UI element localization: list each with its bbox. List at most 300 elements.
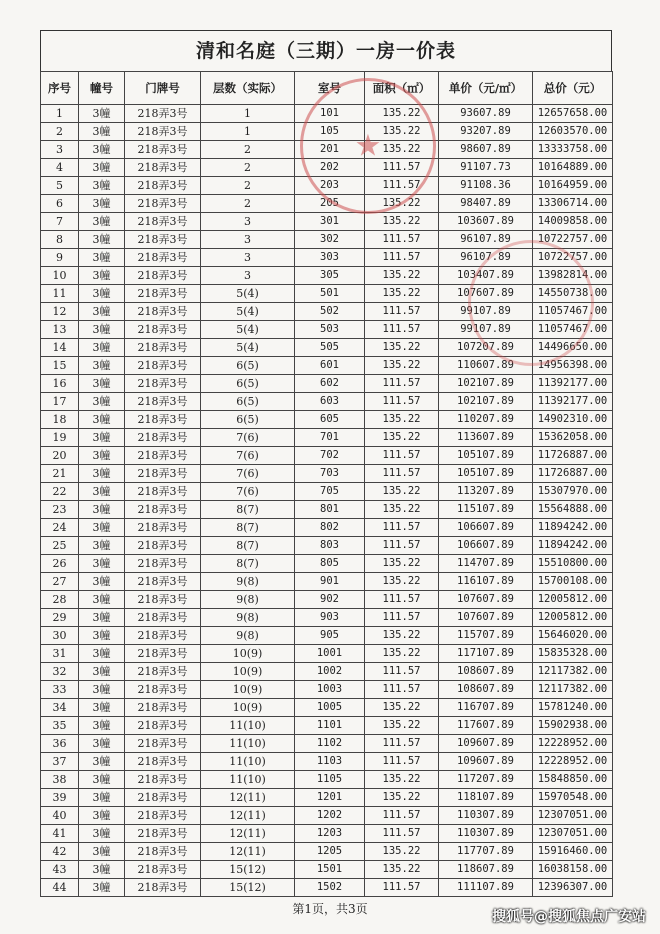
- cell-total-price: 10164889.00: [533, 159, 613, 177]
- cell-total-price: 15362058.00: [533, 429, 613, 447]
- table-row: [41, 663, 613, 681]
- cell-unit-price: 108607.89: [439, 663, 533, 681]
- cell-building: 3幢: [79, 789, 125, 807]
- cell-floor: 11(10): [201, 753, 295, 771]
- cell-area: 135.22: [365, 789, 439, 807]
- cell-index: 37: [41, 753, 79, 771]
- cell-door-number: 218弄3号: [125, 303, 201, 321]
- price-table: [40, 71, 613, 897]
- cell-door-number: 218弄3号: [125, 195, 201, 213]
- cell-total-price: 15970548.00: [533, 789, 613, 807]
- cell-index: 12: [41, 303, 79, 321]
- table-row: [41, 537, 613, 555]
- table-row: [41, 807, 613, 825]
- header-building: 幢号: [79, 72, 125, 105]
- table-row: [41, 627, 613, 645]
- cell-room: 501: [295, 285, 365, 303]
- cell-door-number: 218弄3号: [125, 105, 201, 123]
- header-unit-price: 单价（元/㎡）: [439, 72, 533, 105]
- cell-building: 3幢: [79, 141, 125, 159]
- table-row: [41, 429, 613, 447]
- cell-area: 135.22: [365, 699, 439, 717]
- cell-total-price: 15700108.00: [533, 573, 613, 591]
- cell-total-price: 14956398.00: [533, 357, 613, 375]
- table-row: [41, 609, 613, 627]
- cell-room: 305: [295, 267, 365, 285]
- cell-total-price: 15835328.00: [533, 645, 613, 663]
- cell-total-price: 12307051.00: [533, 807, 613, 825]
- cell-room: 605: [295, 411, 365, 429]
- cell-building: 3幢: [79, 177, 125, 195]
- cell-area: 111.57: [365, 609, 439, 627]
- cell-unit-price: 102107.89: [439, 375, 533, 393]
- table-row: [41, 465, 613, 483]
- cell-area: 111.57: [365, 681, 439, 699]
- cell-index: 36: [41, 735, 79, 753]
- table-row: [41, 339, 613, 357]
- cell-total-price: 11726887.00: [533, 447, 613, 465]
- cell-total-price: 10164959.00: [533, 177, 613, 195]
- cell-floor: 11(10): [201, 735, 295, 753]
- cell-building: 3幢: [79, 663, 125, 681]
- cell-building: 3幢: [79, 681, 125, 699]
- cell-index: 32: [41, 663, 79, 681]
- cell-index: 26: [41, 555, 79, 573]
- cell-room: 1101: [295, 717, 365, 735]
- cell-total-price: 12117382.00: [533, 681, 613, 699]
- cell-unit-price: 105107.89: [439, 447, 533, 465]
- cell-area: 135.22: [365, 339, 439, 357]
- cell-floor: 9(8): [201, 627, 295, 645]
- cell-building: 3幢: [79, 411, 125, 429]
- cell-door-number: 218弄3号: [125, 861, 201, 879]
- cell-area: 111.57: [365, 465, 439, 483]
- cell-index: 7: [41, 213, 79, 231]
- cell-room: 1001: [295, 645, 365, 663]
- page-footer: 第1页，共3页: [292, 902, 368, 916]
- cell-room: 302: [295, 231, 365, 249]
- cell-door-number: 218弄3号: [125, 339, 201, 357]
- cell-door-number: 218弄3号: [125, 285, 201, 303]
- cell-building: 3幢: [79, 573, 125, 591]
- cell-door-number: 218弄3号: [125, 411, 201, 429]
- cell-index: 42: [41, 843, 79, 861]
- cell-door-number: 218弄3号: [125, 357, 201, 375]
- cell-area: 111.57: [365, 393, 439, 411]
- cell-index: 28: [41, 591, 79, 609]
- cell-total-price: 15646020.00: [533, 627, 613, 645]
- cell-room: 701: [295, 429, 365, 447]
- cell-building: 3幢: [79, 339, 125, 357]
- cell-building: 3幢: [79, 159, 125, 177]
- cell-room: 902: [295, 591, 365, 609]
- cell-floor: 12(11): [201, 843, 295, 861]
- cell-floor: 11(10): [201, 717, 295, 735]
- cell-unit-price: 118607.89: [439, 861, 533, 879]
- cell-door-number: 218弄3号: [125, 717, 201, 735]
- table-header-row: [41, 72, 613, 105]
- cell-floor: 15(12): [201, 861, 295, 879]
- cell-room: 1105: [295, 771, 365, 789]
- table-row: [41, 411, 613, 429]
- cell-index: 43: [41, 861, 79, 879]
- header-door-number: 门牌号: [125, 72, 201, 105]
- cell-door-number: 218弄3号: [125, 699, 201, 717]
- cell-total-price: 12005812.00: [533, 609, 613, 627]
- cell-total-price: 11392177.00: [533, 393, 613, 411]
- cell-total-price: 15916460.00: [533, 843, 613, 861]
- cell-building: 3幢: [79, 753, 125, 771]
- cell-area: 111.57: [365, 519, 439, 537]
- cell-area: 111.57: [365, 537, 439, 555]
- cell-building: 3幢: [79, 627, 125, 645]
- cell-building: 3幢: [79, 321, 125, 339]
- table-row: [41, 717, 613, 735]
- cell-total-price: 14902310.00: [533, 411, 613, 429]
- cell-floor: 6(5): [201, 411, 295, 429]
- cell-building: 3幢: [79, 393, 125, 411]
- cell-unit-price: 99107.89: [439, 303, 533, 321]
- cell-door-number: 218弄3号: [125, 789, 201, 807]
- cell-unit-price: 109607.89: [439, 735, 533, 753]
- cell-index: 11: [41, 285, 79, 303]
- cell-building: 3幢: [79, 123, 125, 141]
- cell-unit-price: 110207.89: [439, 411, 533, 429]
- cell-door-number: 218弄3号: [125, 231, 201, 249]
- cell-unit-price: 117607.89: [439, 717, 533, 735]
- cell-room: 1005: [295, 699, 365, 717]
- sheet-title: 清和名庭（三期）一房一价表: [40, 30, 612, 71]
- table-row: [41, 879, 613, 897]
- cell-index: 20: [41, 447, 79, 465]
- cell-unit-price: 115107.89: [439, 501, 533, 519]
- cell-floor: 10(9): [201, 645, 295, 663]
- cell-room: 101: [295, 105, 365, 123]
- table-row: [41, 501, 613, 519]
- cell-index: 17: [41, 393, 79, 411]
- cell-floor: 9(8): [201, 573, 295, 591]
- cell-floor: 6(5): [201, 375, 295, 393]
- cell-building: 3幢: [79, 825, 125, 843]
- table-row: [41, 519, 613, 537]
- table-row: [41, 321, 613, 339]
- cell-room: 505: [295, 339, 365, 357]
- cell-index: 8: [41, 231, 79, 249]
- cell-floor: 6(5): [201, 357, 295, 375]
- cell-room: 805: [295, 555, 365, 573]
- cell-door-number: 218弄3号: [125, 483, 201, 501]
- cell-floor: 3: [201, 213, 295, 231]
- cell-door-number: 218弄3号: [125, 447, 201, 465]
- cell-index: 23: [41, 501, 79, 519]
- cell-door-number: 218弄3号: [125, 159, 201, 177]
- table-row: [41, 393, 613, 411]
- cell-index: 6: [41, 195, 79, 213]
- cell-unit-price: 111107.89: [439, 879, 533, 897]
- cell-room: 801: [295, 501, 365, 519]
- cell-door-number: 218弄3号: [125, 645, 201, 663]
- cell-floor: 8(7): [201, 555, 295, 573]
- cell-building: 3幢: [79, 735, 125, 753]
- cell-unit-price: 116107.89: [439, 573, 533, 591]
- cell-index: 27: [41, 573, 79, 591]
- cell-door-number: 218弄3号: [125, 537, 201, 555]
- cell-unit-price: 106607.89: [439, 537, 533, 555]
- cell-total-price: 15848850.00: [533, 771, 613, 789]
- cell-building: 3幢: [79, 537, 125, 555]
- cell-index: 25: [41, 537, 79, 555]
- cell-area: 135.22: [365, 645, 439, 663]
- cell-door-number: 218弄3号: [125, 141, 201, 159]
- cell-door-number: 218弄3号: [125, 753, 201, 771]
- cell-unit-price: 103607.89: [439, 213, 533, 231]
- cell-room: 301: [295, 213, 365, 231]
- cell-area: 135.22: [365, 771, 439, 789]
- cell-index: 18: [41, 411, 79, 429]
- cell-room: 703: [295, 465, 365, 483]
- cell-unit-price: 113207.89: [439, 483, 533, 501]
- cell-door-number: 218弄3号: [125, 771, 201, 789]
- cell-room: 202: [295, 159, 365, 177]
- cell-unit-price: 91107.73: [439, 159, 533, 177]
- cell-building: 3幢: [79, 699, 125, 717]
- cell-area: 111.57: [365, 303, 439, 321]
- cell-total-price: 13982814.00: [533, 267, 613, 285]
- cell-unit-price: 117707.89: [439, 843, 533, 861]
- cell-area: 111.57: [365, 879, 439, 897]
- cell-unit-price: 96107.89: [439, 231, 533, 249]
- cell-room: 603: [295, 393, 365, 411]
- cell-floor: 6(5): [201, 393, 295, 411]
- table-row: [41, 213, 613, 231]
- table-row: [41, 375, 613, 393]
- cell-area: 135.22: [365, 105, 439, 123]
- cell-unit-price: 98407.89: [439, 195, 533, 213]
- cell-total-price: 14550738.00: [533, 285, 613, 303]
- cell-floor: 10(9): [201, 699, 295, 717]
- cell-building: 3幢: [79, 717, 125, 735]
- cell-total-price: 13306714.00: [533, 195, 613, 213]
- table-row: [41, 753, 613, 771]
- cell-floor: 2: [201, 177, 295, 195]
- cell-total-price: 11894242.00: [533, 537, 613, 555]
- cell-index: 22: [41, 483, 79, 501]
- cell-door-number: 218弄3号: [125, 267, 201, 285]
- cell-building: 3幢: [79, 861, 125, 879]
- cell-room: 201: [295, 141, 365, 159]
- cell-door-number: 218弄3号: [125, 249, 201, 267]
- cell-door-number: 218弄3号: [125, 213, 201, 231]
- cell-building: 3幢: [79, 375, 125, 393]
- cell-total-price: 15781240.00: [533, 699, 613, 717]
- cell-area: 135.22: [365, 843, 439, 861]
- cell-area: 111.57: [365, 825, 439, 843]
- cell-index: 44: [41, 879, 79, 897]
- cell-building: 3幢: [79, 501, 125, 519]
- cell-room: 602: [295, 375, 365, 393]
- cell-door-number: 218弄3号: [125, 735, 201, 753]
- cell-floor: 3: [201, 267, 295, 285]
- cell-area: 111.57: [365, 807, 439, 825]
- cell-unit-price: 118107.89: [439, 789, 533, 807]
- cell-building: 3幢: [79, 285, 125, 303]
- cell-building: 3幢: [79, 213, 125, 231]
- cell-unit-price: 102107.89: [439, 393, 533, 411]
- cell-room: 105: [295, 123, 365, 141]
- table-row: [41, 303, 613, 321]
- cell-floor: 12(11): [201, 807, 295, 825]
- cell-index: 24: [41, 519, 79, 537]
- cell-index: 16: [41, 375, 79, 393]
- cell-room: 601: [295, 357, 365, 375]
- cell-door-number: 218弄3号: [125, 555, 201, 573]
- cell-unit-price: 108607.89: [439, 681, 533, 699]
- cell-building: 3幢: [79, 429, 125, 447]
- cell-index: 19: [41, 429, 79, 447]
- cell-unit-price: 110307.89: [439, 807, 533, 825]
- cell-room: 905: [295, 627, 365, 645]
- cell-area: 135.22: [365, 555, 439, 573]
- cell-unit-price: 103407.89: [439, 267, 533, 285]
- cell-floor: 2: [201, 159, 295, 177]
- table-row: [41, 555, 613, 573]
- cell-unit-price: 110307.89: [439, 825, 533, 843]
- header-index: 序号: [41, 72, 79, 105]
- cell-index: 30: [41, 627, 79, 645]
- cell-total-price: 11057467.00: [533, 321, 613, 339]
- cell-area: 111.57: [365, 591, 439, 609]
- cell-room: 705: [295, 483, 365, 501]
- header-total-price: 总价（元）: [533, 72, 613, 105]
- cell-area: 111.57: [365, 663, 439, 681]
- table-row: [41, 861, 613, 879]
- cell-index: 14: [41, 339, 79, 357]
- cell-total-price: 14496650.00: [533, 339, 613, 357]
- cell-room: 502: [295, 303, 365, 321]
- cell-room: 503: [295, 321, 365, 339]
- table-row: [41, 591, 613, 609]
- table-row: [41, 447, 613, 465]
- cell-room: 803: [295, 537, 365, 555]
- cell-unit-price: 116707.89: [439, 699, 533, 717]
- table-row: [41, 177, 613, 195]
- cell-total-price: 15307970.00: [533, 483, 613, 501]
- cell-floor: 12(11): [201, 825, 295, 843]
- cell-door-number: 218弄3号: [125, 177, 201, 195]
- cell-floor: 10(9): [201, 663, 295, 681]
- cell-total-price: 12228952.00: [533, 735, 613, 753]
- cell-index: 33: [41, 681, 79, 699]
- cell-floor: 7(6): [201, 483, 295, 501]
- table-row: [41, 483, 613, 501]
- cell-total-price: 15564888.00: [533, 501, 613, 519]
- cell-door-number: 218弄3号: [125, 321, 201, 339]
- cell-floor: 3: [201, 231, 295, 249]
- cell-floor: 8(7): [201, 501, 295, 519]
- cell-total-price: 10722757.00: [533, 249, 613, 267]
- cell-total-price: 14009858.00: [533, 213, 613, 231]
- cell-area: 135.22: [365, 501, 439, 519]
- cell-room: 903: [295, 609, 365, 627]
- cell-area: 135.22: [365, 123, 439, 141]
- cell-unit-price: 107607.89: [439, 591, 533, 609]
- cell-building: 3幢: [79, 645, 125, 663]
- cell-index: 2: [41, 123, 79, 141]
- cell-index: 21: [41, 465, 79, 483]
- cell-area: 135.22: [365, 627, 439, 645]
- cell-building: 3幢: [79, 249, 125, 267]
- table-row: [41, 105, 613, 123]
- cell-area: 111.57: [365, 375, 439, 393]
- cell-floor: 5(4): [201, 339, 295, 357]
- cell-area: 111.57: [365, 321, 439, 339]
- cell-room: 1003: [295, 681, 365, 699]
- cell-room: 802: [295, 519, 365, 537]
- cell-building: 3幢: [79, 195, 125, 213]
- cell-unit-price: 107607.89: [439, 609, 533, 627]
- cell-building: 3幢: [79, 357, 125, 375]
- cell-floor: 5(4): [201, 285, 295, 303]
- cell-area: 135.22: [365, 483, 439, 501]
- cell-area: 111.57: [365, 249, 439, 267]
- cell-index: 1: [41, 105, 79, 123]
- cell-room: 303: [295, 249, 365, 267]
- cell-index: 13: [41, 321, 79, 339]
- cell-area: 111.57: [365, 735, 439, 753]
- cell-floor: 1: [201, 105, 295, 123]
- cell-room: 702: [295, 447, 365, 465]
- cell-index: 15: [41, 357, 79, 375]
- cell-area: 135.22: [365, 141, 439, 159]
- cell-building: 3幢: [79, 609, 125, 627]
- cell-room: 1203: [295, 825, 365, 843]
- cell-door-number: 218弄3号: [125, 501, 201, 519]
- table-row: [41, 249, 613, 267]
- cell-total-price: 13333758.00: [533, 141, 613, 159]
- cell-unit-price: 99107.89: [439, 321, 533, 339]
- cell-index: 34: [41, 699, 79, 717]
- cell-door-number: 218弄3号: [125, 609, 201, 627]
- cell-building: 3幢: [79, 555, 125, 573]
- cell-total-price: 11057467.00: [533, 303, 613, 321]
- cell-building: 3幢: [79, 447, 125, 465]
- cell-total-price: 12603570.00: [533, 123, 613, 141]
- cell-area: 135.22: [365, 429, 439, 447]
- cell-door-number: 218弄3号: [125, 393, 201, 411]
- cell-total-price: 16038158.00: [533, 861, 613, 879]
- cell-area: 135.22: [365, 861, 439, 879]
- cell-area: 111.57: [365, 231, 439, 249]
- cell-index: 10: [41, 267, 79, 285]
- price-sheet: [40, 30, 612, 897]
- table-row: [41, 231, 613, 249]
- table-row: [41, 159, 613, 177]
- cell-unit-price: 93607.89: [439, 105, 533, 123]
- cell-total-price: 12117382.00: [533, 663, 613, 681]
- cell-unit-price: 98607.89: [439, 141, 533, 159]
- cell-index: 29: [41, 609, 79, 627]
- cell-unit-price: 109607.89: [439, 753, 533, 771]
- cell-room: 1102: [295, 735, 365, 753]
- cell-index: 39: [41, 789, 79, 807]
- table-row: [41, 123, 613, 141]
- table-row: [41, 825, 613, 843]
- cell-index: 4: [41, 159, 79, 177]
- cell-door-number: 218弄3号: [125, 825, 201, 843]
- header-area: 面积（㎡）: [365, 72, 439, 105]
- cell-area: 111.57: [365, 447, 439, 465]
- cell-door-number: 218弄3号: [125, 627, 201, 645]
